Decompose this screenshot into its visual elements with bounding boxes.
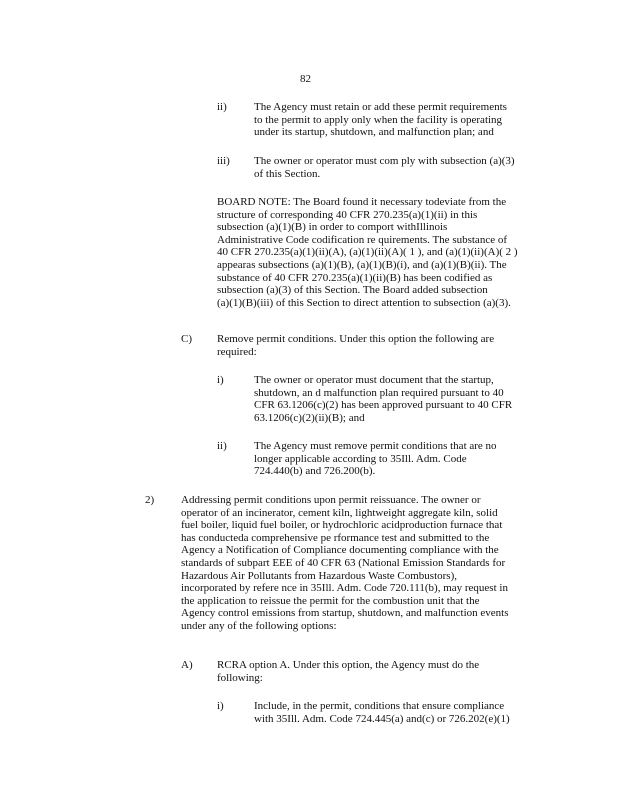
- text-line: required:: [217, 345, 257, 358]
- item-text: [254, 440, 520, 478]
- text-line: operator of an incinerator, cement kiln, lightweight aggregate kiln, solid: [181, 506, 498, 519]
- item-label: ii): [217, 440, 227, 452]
- text-line: appearas subsections (a)(1)(B), (a)(1)(B)(i), and (a)(1)(B)(ii). The: [217, 258, 507, 271]
- item-text: [217, 333, 523, 358]
- item-label: i): [217, 374, 224, 386]
- text-line: CFR 63.1206(c)(2) has been approved pursuant to 40 CFR: [254, 399, 513, 412]
- text-line: 724.440(b) and 726.200(b).: [254, 465, 376, 478]
- text-line: Hazardous Air Pollutants from Hazardous Waste Combustors),: [181, 569, 458, 582]
- text-line: the application to reissue the permit for the combustion unit that the: [181, 594, 480, 607]
- text-line: under its startup, shutdown, and malfunction plan; and: [254, 126, 494, 139]
- text-line: Include, in the permit, conditions that ensure compliance: [254, 700, 505, 712]
- item-text: [254, 155, 534, 180]
- page-number: 82: [300, 73, 311, 85]
- item-label: iii): [217, 155, 230, 167]
- text-line: The owner or operator must document that the startup,: [254, 374, 494, 386]
- text-line: following:: [217, 671, 263, 684]
- text-line: The Agency must retain or add these permit requirements: [254, 101, 507, 113]
- item-label: 2): [145, 494, 155, 506]
- text-line: to the permit to apply only when the facility is operating: [254, 113, 503, 126]
- text-line: of this Section.: [254, 167, 321, 180]
- item-label: i): [217, 700, 224, 712]
- text-line: longer applicable according to 35Ill. Adm. Code: [254, 452, 467, 465]
- text-line: 63.1206(c)(2)(ii)(B); and: [254, 411, 365, 424]
- text-line: Agency control emissions from startup, shutdown, and malfunction events: [181, 607, 509, 620]
- text-line: under any of the following options:: [181, 619, 337, 632]
- text-line: 40 CFR 270.235(a)(1)(ii)(A), (a)(1)(ii)(A)( 1 ), and (a)(1)(ii)(A)( 2 ): [217, 246, 518, 259]
- text-line: The Agency must remove permit conditions that are no: [254, 440, 497, 452]
- text-line: has conducteda comprehensive pe rformance test and submitted to the: [181, 531, 490, 544]
- item-label: ii): [217, 101, 227, 113]
- text-line: (a)(1)(B)(iii) of this Section to direct attention to subsection (a)(3).: [217, 296, 511, 309]
- text-line: Addressing permit conditions upon permit reissuance. The owner or: [181, 494, 481, 506]
- text-line: substance of 40 CFR 270.235(a)(1)(ii)(B) has been codified as: [217, 271, 493, 284]
- item-text: [254, 700, 534, 725]
- item-label: A): [181, 659, 193, 671]
- text-line: shutdown, an d malfunction plan required pursuant to 40: [254, 386, 504, 399]
- text-line: incorporated by refere nce in 35Ill. Adm. Code 720.111(b), may request in: [181, 582, 508, 595]
- text-line: structure of corresponding 40 CFR 270.235(a)(1)(ii) in this: [217, 208, 478, 221]
- text-line: subsection (a)(3) of this Section. The Board added subsection: [217, 284, 488, 297]
- text-line: Agency a Notification of Compliance documenting compliance with the: [181, 544, 499, 557]
- text-line: Remove permit conditions. Under this option the following are: [217, 333, 495, 345]
- text-line: fuel boiler, liquid fuel boiler, or hydrochloric acidproduction furnace that: [181, 519, 503, 532]
- text-line: BOARD NOTE: The Board found it necessary todeviate from the: [217, 196, 507, 208]
- text-line: RCRA option A. Under this option, the Agency must do the: [217, 659, 480, 671]
- item-text: [181, 494, 537, 633]
- item-text: [254, 101, 521, 139]
- text-line: The owner or operator must com ply with subsection (a)(3): [254, 155, 515, 167]
- text-line: Administrative Code codification re quirements. The substance of: [217, 233, 507, 246]
- text-line: standards of subpart EEE of 40 CFR 63 (National Emission Standards for: [181, 556, 506, 569]
- text-line: subsection (a)(1)(B) in order to comport withIllinois: [217, 221, 448, 234]
- board-note-text: [217, 196, 537, 309]
- item-text: [254, 374, 534, 424]
- text-line: with 35Ill. Adm. Code 724.445(a) and(c) or 726.202(e)(1): [254, 712, 510, 725]
- item-label: C): [181, 333, 192, 345]
- item-text: [217, 659, 509, 684]
